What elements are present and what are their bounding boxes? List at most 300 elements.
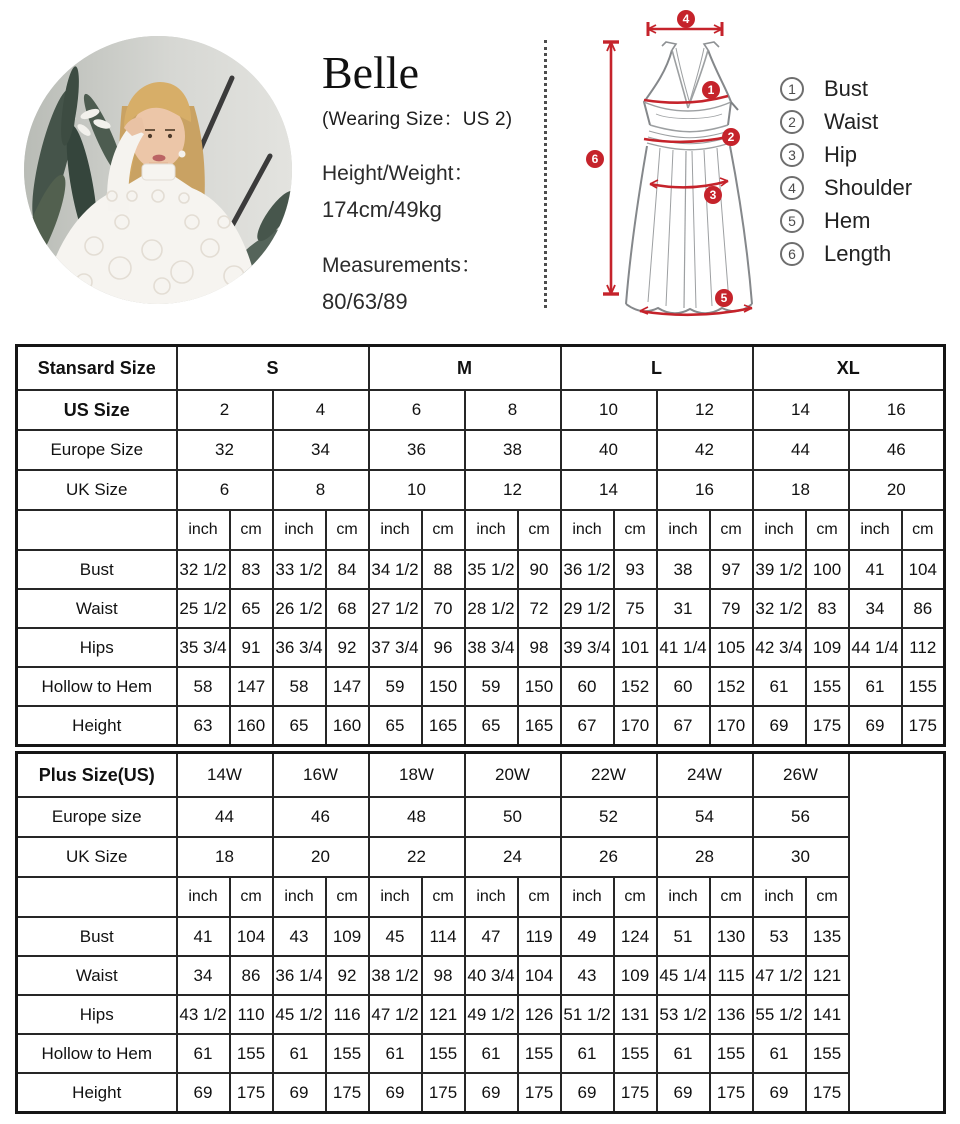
value-cell: 175 bbox=[902, 706, 945, 746]
value-cell: 41 bbox=[849, 550, 902, 589]
legend-num-icon: 2 bbox=[780, 110, 804, 134]
unit-header: cm bbox=[518, 877, 561, 917]
value-cell: 93 bbox=[614, 550, 657, 589]
us-size-cell: 14 bbox=[753, 390, 849, 430]
value-cell: 35 1/2 bbox=[465, 550, 518, 589]
row-label: UK Size bbox=[17, 470, 177, 510]
europe-size-cell: 52 bbox=[561, 797, 657, 837]
legend-item-length bbox=[780, 237, 912, 270]
value-cell: 53 1/2 bbox=[657, 995, 710, 1034]
value-cell: 96 bbox=[422, 628, 465, 667]
value-cell: 69 bbox=[465, 1073, 518, 1113]
unit-header: inch bbox=[465, 510, 518, 550]
table-row bbox=[17, 510, 945, 550]
value-cell: 155 bbox=[902, 667, 945, 706]
unit-header: inch bbox=[657, 510, 710, 550]
us-size-cell: 8 bbox=[465, 390, 561, 430]
europe-size-cell: 40 bbox=[561, 430, 657, 470]
value-cell: 69 bbox=[177, 1073, 230, 1113]
value-cell: 53 bbox=[753, 917, 806, 956]
value-cell: 38 bbox=[657, 550, 710, 589]
unit-header: cm bbox=[902, 510, 945, 550]
value-cell: 35 3/4 bbox=[177, 628, 230, 667]
value-cell: 41 bbox=[177, 917, 230, 956]
europe-size-cell: 44 bbox=[753, 430, 849, 470]
value-cell: 45 1/4 bbox=[657, 956, 710, 995]
row-label: Hollow to Hem bbox=[17, 1034, 177, 1073]
value-cell: 65 bbox=[273, 706, 326, 746]
value-cell: 170 bbox=[710, 706, 753, 746]
height-weight-value: 174cm/49kg bbox=[322, 197, 442, 222]
value-cell: 40 3/4 bbox=[465, 956, 518, 995]
plus-size-header: 26W bbox=[753, 753, 849, 798]
value-cell: 27 1/2 bbox=[369, 589, 422, 628]
value-cell: 61 bbox=[657, 1034, 710, 1073]
row-label: Height bbox=[17, 1073, 177, 1113]
uk-size-cell: 6 bbox=[177, 470, 273, 510]
value-cell: 38 1/2 bbox=[369, 956, 422, 995]
row-label: UK Size bbox=[17, 837, 177, 877]
unit-header: inch bbox=[561, 510, 614, 550]
model-info-block bbox=[322, 47, 552, 315]
unit-header: inch bbox=[753, 510, 806, 550]
value-cell: 72 bbox=[518, 589, 561, 628]
us-size-cell: 12 bbox=[657, 390, 753, 430]
value-cell: 175 bbox=[518, 1073, 561, 1113]
table-row bbox=[17, 956, 945, 995]
value-cell: 170 bbox=[614, 706, 657, 746]
us-size-cell: 10 bbox=[561, 390, 657, 430]
legend-num-icon: 5 bbox=[780, 209, 804, 233]
value-cell: 69 bbox=[561, 1073, 614, 1113]
value-cell: 152 bbox=[614, 667, 657, 706]
value-cell: 86 bbox=[902, 589, 945, 628]
value-cell: 136 bbox=[710, 995, 753, 1034]
badge-hem bbox=[715, 289, 733, 307]
value-cell: 104 bbox=[230, 917, 273, 956]
row-label: Bust bbox=[17, 917, 177, 956]
uk-size-cell: 26 bbox=[561, 837, 657, 877]
unit-header: inch bbox=[561, 877, 614, 917]
value-cell: 155 bbox=[326, 1034, 369, 1073]
value-cell: 91 bbox=[230, 628, 273, 667]
table-row bbox=[17, 1034, 945, 1073]
value-cell: 26 1/2 bbox=[273, 589, 326, 628]
value-cell: 83 bbox=[806, 589, 849, 628]
unit-header: cm bbox=[326, 877, 369, 917]
table-row bbox=[17, 390, 945, 430]
table-title: Plus Size(US) bbox=[17, 753, 177, 798]
value-cell: 92 bbox=[326, 956, 369, 995]
value-cell: 104 bbox=[902, 550, 945, 589]
unit-header: cm bbox=[806, 510, 849, 550]
value-cell: 88 bbox=[422, 550, 465, 589]
measurements-label: Measurements： bbox=[322, 254, 482, 277]
value-cell: 39 3/4 bbox=[561, 628, 614, 667]
row-label: US Size bbox=[17, 390, 177, 430]
value-cell: 68 bbox=[326, 589, 369, 628]
value-cell: 32 1/2 bbox=[177, 550, 230, 589]
row-label: Hips bbox=[17, 995, 177, 1034]
table-row bbox=[17, 753, 945, 798]
value-cell: 69 bbox=[753, 1073, 806, 1113]
value-cell: 175 bbox=[326, 1073, 369, 1113]
legend-label: Hip bbox=[824, 141, 858, 167]
table-row bbox=[17, 550, 945, 589]
value-cell: 69 bbox=[753, 706, 806, 746]
unit-header: cm bbox=[614, 510, 657, 550]
value-cell: 110 bbox=[230, 995, 273, 1034]
unit-header: cm bbox=[230, 510, 273, 550]
unit-header: cm bbox=[806, 877, 849, 917]
value-cell: 37 3/4 bbox=[369, 628, 422, 667]
unit-header: cm bbox=[518, 510, 561, 550]
legend-num-icon: 4 bbox=[780, 176, 804, 200]
badge-hip bbox=[704, 186, 722, 204]
unit-header: inch bbox=[369, 877, 422, 917]
plus-size-table-section bbox=[15, 751, 945, 1114]
row-label: Height bbox=[17, 706, 177, 746]
table-row bbox=[17, 1073, 945, 1113]
value-cell: 160 bbox=[230, 706, 273, 746]
unit-header: inch bbox=[753, 877, 806, 917]
us-size-cell: 4 bbox=[273, 390, 369, 430]
svg-text:3: 3 bbox=[709, 188, 717, 202]
value-cell: 31 bbox=[657, 589, 710, 628]
value-cell: 165 bbox=[518, 706, 561, 746]
plus-size-header: 18W bbox=[369, 753, 465, 798]
svg-text:6: 6 bbox=[591, 152, 599, 166]
value-cell: 43 bbox=[561, 956, 614, 995]
legend-item-waist bbox=[780, 105, 912, 138]
table-row bbox=[17, 628, 945, 667]
value-cell: 42 3/4 bbox=[753, 628, 806, 667]
table-row bbox=[17, 837, 945, 877]
length-arrow bbox=[603, 42, 619, 294]
value-cell: 115 bbox=[710, 956, 753, 995]
wearing-size: (Wearing Size：US 2) bbox=[322, 109, 513, 130]
value-cell: 155 bbox=[614, 1034, 657, 1073]
size-group-header: M bbox=[369, 346, 561, 391]
value-cell: 104 bbox=[518, 956, 561, 995]
plus-size-header: 16W bbox=[273, 753, 369, 798]
value-cell: 126 bbox=[518, 995, 561, 1034]
measurements-value: 80/63/89 bbox=[322, 289, 408, 314]
value-cell: 98 bbox=[518, 628, 561, 667]
row-label: Waist bbox=[17, 589, 177, 628]
value-cell: 67 bbox=[561, 706, 614, 746]
measurement-legend bbox=[780, 72, 912, 270]
unit-header: inch bbox=[369, 510, 422, 550]
badge-shoulder bbox=[677, 10, 695, 28]
value-cell: 67 bbox=[657, 706, 710, 746]
value-cell: 150 bbox=[422, 667, 465, 706]
value-cell: 45 1/2 bbox=[273, 995, 326, 1034]
uk-size-cell: 20 bbox=[849, 470, 945, 510]
value-cell: 135 bbox=[806, 917, 849, 956]
value-cell: 147 bbox=[230, 667, 273, 706]
value-cell: 116 bbox=[326, 995, 369, 1034]
europe-size-cell: 44 bbox=[177, 797, 273, 837]
value-cell: 61 bbox=[465, 1034, 518, 1073]
standard-size-table-section bbox=[15, 344, 945, 747]
uk-size-cell: 18 bbox=[753, 470, 849, 510]
legend-num-icon: 6 bbox=[780, 242, 804, 266]
value-cell: 155 bbox=[422, 1034, 465, 1073]
table-row bbox=[17, 706, 945, 746]
value-cell: 61 bbox=[369, 1034, 422, 1073]
legend-num-icon: 1 bbox=[780, 77, 804, 101]
legend-item-hem bbox=[780, 204, 912, 237]
value-cell: 175 bbox=[422, 1073, 465, 1113]
legend-label: Bust bbox=[824, 75, 869, 101]
legend-label: Hem bbox=[824, 207, 871, 233]
value-cell: 55 1/2 bbox=[753, 995, 806, 1034]
unit-header: inch bbox=[273, 877, 326, 917]
plus-size-header: 20W bbox=[465, 753, 561, 798]
unit-header: cm bbox=[422, 877, 465, 917]
value-cell: 36 1/2 bbox=[561, 550, 614, 589]
unit-header: cm bbox=[710, 510, 753, 550]
europe-size-cell: 32 bbox=[177, 430, 273, 470]
value-cell: 83 bbox=[230, 550, 273, 589]
europe-size-cell: 38 bbox=[465, 430, 561, 470]
dotted-guide-line bbox=[544, 40, 547, 308]
value-cell: 61 bbox=[753, 1034, 806, 1073]
europe-size-cell: 36 bbox=[369, 430, 465, 470]
value-cell: 34 bbox=[177, 956, 230, 995]
value-cell: 155 bbox=[806, 1034, 849, 1073]
row-label: Hollow to Hem bbox=[17, 667, 177, 706]
value-cell: 131 bbox=[614, 995, 657, 1034]
uk-size-cell: 8 bbox=[273, 470, 369, 510]
svg-text:1: 1 bbox=[707, 83, 715, 97]
height-weight-label: Height/Weight： bbox=[322, 162, 475, 185]
value-cell: 90 bbox=[518, 550, 561, 589]
value-cell: 155 bbox=[230, 1034, 273, 1073]
dress-diagram bbox=[580, 6, 780, 322]
row-label: Bust bbox=[17, 550, 177, 589]
value-cell: 114 bbox=[422, 917, 465, 956]
value-cell: 45 bbox=[369, 917, 422, 956]
unit-header: inch bbox=[273, 510, 326, 550]
uk-size-cell: 16 bbox=[657, 470, 753, 510]
value-cell: 61 bbox=[753, 667, 806, 706]
europe-size-cell: 56 bbox=[753, 797, 849, 837]
legend-num-icon: 3 bbox=[780, 143, 804, 167]
uk-size-cell: 24 bbox=[465, 837, 561, 877]
value-cell: 47 1/2 bbox=[369, 995, 422, 1034]
value-cell: 175 bbox=[614, 1073, 657, 1113]
value-cell: 63 bbox=[177, 706, 230, 746]
value-cell: 98 bbox=[422, 956, 465, 995]
value-cell: 33 1/2 bbox=[273, 550, 326, 589]
europe-size-cell: 48 bbox=[369, 797, 465, 837]
legend-item-shoulder bbox=[780, 171, 912, 204]
badge-waist bbox=[722, 128, 740, 146]
value-cell: 38 3/4 bbox=[465, 628, 518, 667]
value-cell: 47 bbox=[465, 917, 518, 956]
value-cell: 147 bbox=[326, 667, 369, 706]
value-cell: 69 bbox=[849, 706, 902, 746]
row-label: Europe size bbox=[17, 797, 177, 837]
value-cell: 43 bbox=[273, 917, 326, 956]
legend-item-hip bbox=[780, 138, 912, 171]
table-row bbox=[17, 667, 945, 706]
value-cell: 28 1/2 bbox=[465, 589, 518, 628]
table-row bbox=[17, 797, 945, 837]
blank-cell bbox=[17, 877, 177, 917]
value-cell: 34 bbox=[849, 589, 902, 628]
value-cell: 109 bbox=[326, 917, 369, 956]
row-label: Hips bbox=[17, 628, 177, 667]
svg-text:4: 4 bbox=[682, 12, 690, 26]
us-size-cell: 6 bbox=[369, 390, 465, 430]
value-cell: 49 1/2 bbox=[465, 995, 518, 1034]
value-cell: 119 bbox=[518, 917, 561, 956]
value-cell: 121 bbox=[422, 995, 465, 1034]
plus-size-table bbox=[15, 751, 946, 1114]
table-row bbox=[17, 589, 945, 628]
blank-cell bbox=[17, 510, 177, 550]
value-cell: 49 bbox=[561, 917, 614, 956]
value-cell: 150 bbox=[518, 667, 561, 706]
unit-header: inch bbox=[657, 877, 710, 917]
model-photo bbox=[24, 36, 292, 304]
uk-size-cell: 30 bbox=[753, 837, 849, 877]
plus-size-header: 22W bbox=[561, 753, 657, 798]
badge-bust bbox=[702, 81, 720, 99]
value-cell: 92 bbox=[326, 628, 369, 667]
value-cell: 61 bbox=[561, 1034, 614, 1073]
europe-size-cell: 34 bbox=[273, 430, 369, 470]
value-cell: 69 bbox=[369, 1073, 422, 1113]
value-cell: 65 bbox=[369, 706, 422, 746]
value-cell: 65 bbox=[230, 589, 273, 628]
table-row bbox=[17, 470, 945, 510]
value-cell: 59 bbox=[465, 667, 518, 706]
value-cell: 155 bbox=[806, 667, 849, 706]
value-cell: 124 bbox=[614, 917, 657, 956]
value-cell: 51 1/2 bbox=[561, 995, 614, 1034]
value-cell: 61 bbox=[177, 1034, 230, 1073]
legend-label: Waist bbox=[824, 108, 879, 134]
value-cell: 121 bbox=[806, 956, 849, 995]
value-cell: 61 bbox=[273, 1034, 326, 1073]
legend-item-bust bbox=[780, 72, 912, 105]
value-cell: 101 bbox=[614, 628, 657, 667]
value-cell: 43 1/2 bbox=[177, 995, 230, 1034]
europe-size-cell: 46 bbox=[849, 430, 945, 470]
unit-header: inch bbox=[177, 510, 230, 550]
value-cell: 65 bbox=[465, 706, 518, 746]
hip-line bbox=[650, 178, 728, 188]
value-cell: 79 bbox=[710, 589, 753, 628]
model-photo-art bbox=[24, 36, 292, 304]
value-cell: 60 bbox=[657, 667, 710, 706]
table-row bbox=[17, 430, 945, 470]
value-cell: 44 1/4 bbox=[849, 628, 902, 667]
value-cell: 175 bbox=[230, 1073, 273, 1113]
value-cell: 69 bbox=[273, 1073, 326, 1113]
us-size-cell: 16 bbox=[849, 390, 945, 430]
value-cell: 70 bbox=[422, 589, 465, 628]
value-cell: 175 bbox=[806, 706, 849, 746]
table-row bbox=[17, 917, 945, 956]
unit-header: cm bbox=[710, 877, 753, 917]
uk-size-cell: 10 bbox=[369, 470, 465, 510]
value-cell: 39 1/2 bbox=[753, 550, 806, 589]
value-cell: 152 bbox=[710, 667, 753, 706]
legend-label: Shoulder bbox=[824, 174, 913, 200]
value-cell: 47 1/2 bbox=[753, 956, 806, 995]
value-cell: 60 bbox=[561, 667, 614, 706]
value-cell: 155 bbox=[710, 1034, 753, 1073]
value-cell: 155 bbox=[518, 1034, 561, 1073]
value-cell: 59 bbox=[369, 667, 422, 706]
value-cell: 97 bbox=[710, 550, 753, 589]
unit-header: cm bbox=[422, 510, 465, 550]
value-cell: 100 bbox=[806, 550, 849, 589]
table-row bbox=[17, 995, 945, 1034]
unit-header: inch bbox=[465, 877, 518, 917]
standard-size-table bbox=[15, 344, 946, 747]
value-cell: 175 bbox=[710, 1073, 753, 1113]
europe-size-cell: 50 bbox=[465, 797, 561, 837]
value-cell: 32 1/2 bbox=[753, 589, 806, 628]
size-group-header: XL bbox=[753, 346, 945, 391]
europe-size-cell: 46 bbox=[273, 797, 369, 837]
unit-header: cm bbox=[614, 877, 657, 917]
uk-size-cell: 18 bbox=[177, 837, 273, 877]
table-title: Stansard Size bbox=[17, 346, 177, 391]
product-name: Belle bbox=[322, 47, 420, 98]
value-cell: 160 bbox=[326, 706, 369, 746]
row-label: Waist bbox=[17, 956, 177, 995]
uk-size-cell: 14 bbox=[561, 470, 657, 510]
dress-sketch bbox=[626, 42, 752, 313]
value-cell: 141 bbox=[806, 995, 849, 1034]
value-cell: 109 bbox=[614, 956, 657, 995]
value-cell: 175 bbox=[806, 1073, 849, 1113]
empty-trailing-cell bbox=[849, 753, 945, 1113]
row-label: Europe Size bbox=[17, 430, 177, 470]
value-cell: 58 bbox=[273, 667, 326, 706]
unit-header: cm bbox=[326, 510, 369, 550]
table-row bbox=[17, 346, 945, 391]
us-size-cell: 2 bbox=[177, 390, 273, 430]
value-cell: 69 bbox=[657, 1073, 710, 1113]
value-cell: 58 bbox=[177, 667, 230, 706]
value-cell: 84 bbox=[326, 550, 369, 589]
unit-header: inch bbox=[177, 877, 230, 917]
uk-size-cell: 20 bbox=[273, 837, 369, 877]
value-cell: 34 1/2 bbox=[369, 550, 422, 589]
value-cell: 130 bbox=[710, 917, 753, 956]
value-cell: 36 3/4 bbox=[273, 628, 326, 667]
value-cell: 29 1/2 bbox=[561, 589, 614, 628]
plus-size-header: 14W bbox=[177, 753, 273, 798]
value-cell: 165 bbox=[422, 706, 465, 746]
value-cell: 61 bbox=[849, 667, 902, 706]
diagram-badges bbox=[586, 10, 740, 307]
value-cell: 75 bbox=[614, 589, 657, 628]
unit-header: inch bbox=[849, 510, 902, 550]
value-cell: 112 bbox=[902, 628, 945, 667]
value-cell: 86 bbox=[230, 956, 273, 995]
uk-size-cell: 28 bbox=[657, 837, 753, 877]
europe-size-cell: 54 bbox=[657, 797, 753, 837]
